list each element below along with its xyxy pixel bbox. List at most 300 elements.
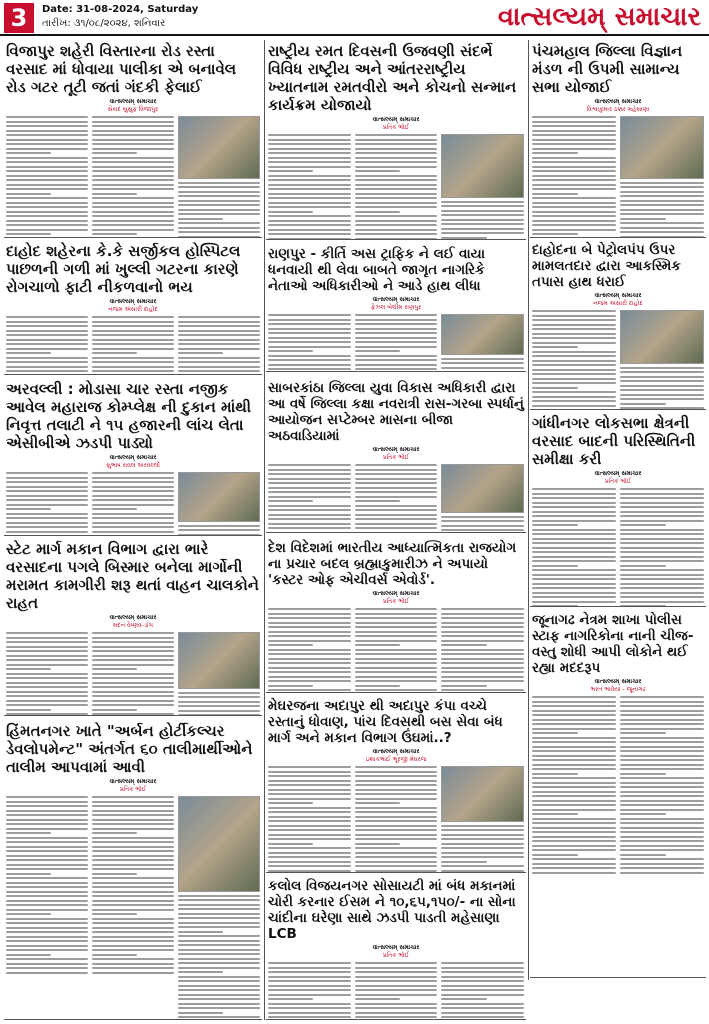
text-line — [92, 486, 174, 488]
text-column — [441, 962, 524, 1020]
article-headline: પંચમહાલ જિલ્લા વિજ્ઞાન મંડળ ની ઉપમી સામાન્ય સભા યોજાઈ — [532, 42, 683, 96]
text-line — [268, 473, 351, 475]
text-line — [532, 148, 616, 150]
text-line — [441, 608, 524, 610]
text-line — [441, 529, 524, 531]
text-line — [355, 802, 400, 804]
text-line — [355, 175, 438, 177]
text-line — [355, 870, 438, 872]
text-line — [441, 1007, 524, 1009]
text-line — [268, 355, 351, 357]
text-line — [268, 816, 351, 818]
text-column — [355, 608, 438, 693]
text-line — [92, 215, 174, 217]
text-line — [620, 741, 704, 743]
text-line — [532, 836, 616, 838]
text-line — [92, 659, 174, 661]
news-photo — [620, 116, 704, 179]
text-line — [6, 197, 88, 199]
text-line — [355, 491, 438, 493]
text-line — [355, 622, 438, 624]
text-line — [6, 814, 88, 816]
text-line — [355, 680, 438, 682]
text-line — [620, 795, 704, 797]
text-line — [268, 1016, 351, 1018]
article-dateline: પ્રતિક ભોઈ — [382, 124, 410, 131]
text-line — [532, 224, 616, 226]
text-line — [355, 148, 438, 150]
text-line — [92, 668, 137, 670]
text-line — [355, 971, 438, 973]
text-line — [355, 640, 438, 642]
text-line — [355, 161, 438, 163]
text-line — [620, 191, 704, 193]
text-line — [178, 998, 260, 1000]
text-line — [268, 193, 351, 195]
text-line — [355, 368, 438, 370]
text-line — [620, 403, 666, 405]
text-line — [92, 837, 174, 839]
text-line — [268, 523, 351, 525]
text-line — [532, 804, 616, 806]
text-line — [620, 605, 666, 607]
text-line — [532, 179, 616, 181]
text-line — [6, 931, 88, 933]
text-line — [6, 211, 88, 213]
text-line — [92, 864, 174, 866]
text-column — [92, 116, 174, 238]
text-line — [441, 980, 524, 982]
text-line — [532, 229, 616, 231]
text-line — [441, 676, 524, 678]
text-line — [620, 737, 704, 739]
text-line — [532, 596, 616, 598]
text-line — [441, 640, 524, 642]
text-line — [178, 940, 260, 942]
text-line — [268, 653, 351, 655]
text-line — [268, 161, 351, 163]
text-line — [92, 504, 174, 506]
text-line — [532, 387, 578, 389]
text-line — [6, 206, 88, 208]
text-line — [532, 551, 616, 553]
article-headline: દેશ વિદેશમાં ભારતીય આધ્યાત્મિકતા રાજયોગ ના પ્રચાર બદલ બ્રહ્માકુમારીઝ ને અપાયો 'કસ્ટર ઓફ એચીવર્સ એવોર્ડ'. — [268, 540, 517, 588]
text-line — [6, 877, 88, 879]
text-line — [355, 838, 438, 840]
text-line — [92, 686, 174, 688]
text-line — [6, 170, 88, 172]
text-line — [532, 497, 616, 499]
text-line — [268, 197, 351, 199]
text-line — [268, 518, 351, 520]
text-line — [620, 728, 704, 730]
article-body — [266, 314, 526, 372]
text-line — [92, 238, 174, 239]
text-line — [532, 233, 578, 235]
article — [266, 538, 526, 693]
text-column — [268, 766, 351, 873]
text-line — [92, 900, 174, 902]
text-line — [355, 626, 438, 628]
text-line — [92, 348, 174, 350]
text-line — [532, 750, 616, 752]
text-line — [355, 323, 438, 325]
text-line — [532, 773, 578, 775]
article — [266, 244, 526, 372]
text-line — [268, 482, 351, 484]
text-line — [92, 945, 174, 947]
text-line — [92, 531, 174, 533]
article-headline: સાબરકાંઠા જિલ્લા યુવા વિકાસ અધિકારી દ્વારા આ વર્ષે જિલ્લા કક્ષા નવરાત્રી રાસ-ગરબા સ્પર્ધાનું આયોજન સપ્ટેમ્બર માસના બીજા અઠવાડિયામાં — [268, 380, 524, 444]
text-line — [532, 605, 578, 607]
text-line — [92, 637, 174, 639]
text-line — [6, 805, 88, 807]
text-line — [178, 1007, 260, 1009]
text-line — [6, 161, 88, 163]
text-line — [178, 236, 260, 238]
text-line — [268, 350, 313, 352]
text-line — [441, 865, 524, 867]
text-line — [6, 945, 88, 947]
text-line — [355, 825, 438, 827]
text-line — [620, 547, 704, 549]
text-line — [532, 506, 616, 508]
news-photo — [178, 472, 260, 522]
text-line — [355, 967, 438, 969]
text-line — [6, 495, 88, 497]
news-photo — [441, 134, 524, 198]
text-line — [441, 976, 524, 978]
text-line — [178, 1012, 223, 1014]
text-line — [178, 994, 260, 996]
text-line — [268, 211, 313, 213]
text-line — [441, 214, 524, 216]
text-line — [268, 622, 351, 624]
text-line — [268, 166, 351, 168]
text-line — [92, 134, 174, 136]
text-line — [268, 644, 313, 646]
article — [266, 40, 526, 240]
article-byline: વાત્સલ્યમ્ સમાચાર — [109, 454, 157, 461]
text-line — [268, 780, 351, 782]
text-line — [355, 355, 438, 357]
text-column — [6, 316, 88, 375]
text-line — [355, 798, 438, 800]
text-column — [620, 488, 704, 607]
text-line — [620, 723, 704, 725]
text-line — [441, 635, 524, 637]
text-line — [268, 509, 351, 511]
article-byline: વાત્સલ્યમ્ સમાચાર — [372, 116, 420, 123]
text-line — [441, 962, 524, 964]
text-line — [92, 695, 174, 697]
text-line — [355, 487, 438, 489]
text-line — [92, 895, 174, 897]
text-line — [355, 478, 438, 480]
text-line — [6, 949, 88, 951]
text-line — [92, 922, 174, 924]
text-line — [620, 533, 704, 535]
text-line — [532, 310, 616, 312]
text-line — [92, 330, 174, 332]
text-line — [178, 339, 260, 341]
text-line — [441, 1012, 524, 1014]
text-line — [178, 357, 260, 359]
text-line — [268, 994, 351, 996]
text-line — [268, 865, 351, 867]
text-line — [6, 972, 88, 974]
article-body — [266, 766, 526, 873]
text-line — [620, 556, 704, 558]
text-column — [620, 696, 704, 874]
text-line — [178, 917, 260, 919]
text-line — [620, 840, 704, 842]
text-line — [532, 809, 616, 811]
text-line — [532, 315, 616, 317]
article-body — [530, 696, 706, 874]
text-column — [92, 632, 174, 716]
text-line — [532, 759, 616, 761]
article-dateline: પ્રતિક ભોઈ — [604, 478, 632, 485]
article-dateline: વિશ્વાકુમાર ઠક્કર મહેસાણા — [586, 106, 650, 113]
text-line — [268, 667, 351, 669]
text-line — [6, 677, 88, 679]
text-line — [532, 215, 616, 217]
text-line — [620, 849, 704, 851]
text-line — [620, 506, 704, 508]
article-dateline: નજમ અંસારી દાહોદ — [108, 306, 158, 313]
text-line — [92, 927, 174, 929]
text-line — [6, 810, 88, 812]
text-line — [355, 865, 438, 867]
text-line — [355, 496, 438, 498]
text-line — [6, 339, 88, 341]
text-line — [268, 617, 351, 619]
text-line — [6, 646, 88, 648]
text-column — [532, 488, 616, 607]
text-line — [620, 809, 704, 811]
text-line — [6, 859, 88, 861]
text-line — [355, 1012, 438, 1014]
text-line — [532, 193, 578, 195]
text-line — [6, 641, 88, 643]
text-line — [355, 820, 438, 822]
text-line — [620, 714, 704, 716]
text-line — [178, 899, 260, 901]
text-column — [178, 472, 260, 536]
text-line — [620, 777, 704, 779]
text-line — [6, 873, 51, 875]
news-photo — [441, 766, 524, 822]
text-line — [620, 497, 704, 499]
text-line — [6, 823, 88, 825]
masthead — [0, 0, 709, 36]
text-line — [355, 852, 438, 854]
text-line — [532, 719, 616, 721]
text-line — [441, 516, 524, 518]
text-line — [441, 994, 524, 996]
text-line — [532, 197, 616, 199]
text-line — [268, 798, 351, 800]
text-line — [532, 202, 616, 204]
text-line — [355, 789, 438, 791]
text-line — [532, 396, 616, 398]
text-line — [178, 953, 260, 955]
text-line — [6, 166, 88, 168]
text-line — [268, 532, 351, 534]
text-line — [355, 188, 438, 190]
text-line — [355, 1016, 438, 1018]
text-line — [6, 918, 88, 920]
text-line — [268, 613, 351, 615]
text-line — [355, 780, 438, 782]
text-line — [92, 472, 174, 474]
text-column — [441, 608, 524, 693]
text-line — [355, 328, 438, 330]
text-line — [268, 337, 351, 339]
text-line — [355, 962, 438, 964]
text-line — [6, 499, 88, 501]
text-line — [178, 534, 260, 536]
text-line — [355, 500, 400, 502]
text-line — [178, 375, 260, 376]
text-line — [532, 409, 616, 410]
text-line — [620, 560, 704, 562]
text-line — [92, 641, 174, 643]
text-line — [6, 700, 88, 702]
text-line — [355, 527, 438, 529]
article — [530, 40, 706, 238]
text-line — [355, 861, 438, 863]
text-line — [92, 940, 174, 942]
text-line — [268, 1012, 351, 1014]
text-line — [92, 202, 174, 204]
text-line — [268, 838, 351, 840]
article-byline: વાત્સલ્યમ્ સમાચાર — [109, 298, 157, 305]
text-line — [532, 324, 616, 326]
text-line — [6, 886, 88, 888]
text-line — [178, 949, 260, 951]
text-line — [92, 850, 174, 852]
text-line — [268, 635, 351, 637]
text-line — [355, 653, 438, 655]
text-line — [355, 532, 438, 534]
text-line — [6, 508, 51, 510]
text-line — [620, 587, 704, 589]
text-line — [92, 197, 174, 199]
text-line — [268, 157, 351, 159]
text-line — [355, 976, 438, 978]
text-line — [441, 622, 524, 624]
text-line — [620, 831, 704, 833]
text-line — [532, 166, 616, 168]
text-line — [268, 233, 351, 235]
text-line — [92, 188, 174, 190]
text-line — [178, 529, 260, 531]
text-line — [355, 193, 438, 195]
text-line — [92, 958, 174, 960]
text-line — [178, 922, 260, 924]
text-line — [620, 574, 704, 576]
article-dateline: પ્રતિક ભોઈ — [382, 454, 410, 461]
text-line — [6, 632, 88, 634]
text-line — [6, 868, 88, 870]
text-line — [6, 954, 51, 956]
text-line — [441, 649, 524, 651]
text-line — [92, 161, 174, 163]
text-line — [441, 371, 524, 372]
text-line — [532, 533, 616, 535]
text-line — [178, 701, 260, 703]
text-line — [532, 854, 578, 856]
text-line — [178, 692, 260, 694]
text-line — [532, 822, 616, 824]
text-line — [92, 904, 174, 906]
text-line — [178, 186, 260, 188]
text-line — [620, 800, 704, 802]
text-line — [268, 870, 351, 872]
text-line — [178, 525, 260, 527]
text-line — [620, 818, 704, 820]
text-line — [441, 971, 524, 973]
text-line — [92, 891, 174, 893]
article-headline: દાહોદ શહેરના કે.કે સર્જીકલ હોસ્પિટલ પાછળની ગળી માં ખુલ્લી ગટરના કારણે રોગચાળો ફાટી નીકળવાનો ભય — [6, 242, 241, 296]
article-headline: ગાંધીનગર લોકસભા ક્ષેત્રની વરસાદ બાદની પરિસ્થિતિની સમીક્ષા કરી — [532, 414, 696, 468]
text-line — [268, 631, 351, 633]
text-line — [6, 855, 88, 857]
article-headline: રાષ્ટ્રીય રમત દિવસની ઉજવણી સંદર્ભે વિવિધ રાષ્ટ્રીય અને આંતરરાષ્ટ્રીય ખ્યાતનામ રમતવીરો અને કોચનો સન્માન કાર્યક્રમ યોજાયો — [268, 42, 517, 114]
text-line — [532, 782, 616, 784]
text-line — [178, 209, 260, 211]
text-line — [532, 337, 616, 339]
news-photo — [178, 116, 260, 179]
text-line — [620, 551, 704, 553]
text-line — [355, 184, 438, 186]
text-line — [532, 569, 616, 571]
text-line — [92, 682, 174, 684]
text-line — [268, 856, 351, 858]
text-line — [355, 337, 438, 339]
article — [4, 720, 262, 1020]
text-line — [6, 850, 88, 852]
text-line — [620, 705, 704, 707]
text-line — [6, 668, 51, 670]
text-column — [268, 314, 351, 372]
text-line — [532, 184, 616, 186]
text-line — [92, 931, 174, 933]
text-line — [178, 931, 223, 933]
text-line — [532, 840, 616, 842]
text-line — [441, 232, 524, 234]
text-line — [441, 838, 524, 840]
text-line — [178, 976, 260, 978]
article-byline: વાત્સલ્યમ્ સમાચાર — [372, 944, 420, 951]
text-line — [355, 685, 400, 687]
text-line — [268, 775, 351, 777]
text-line — [355, 807, 438, 809]
text-line — [532, 701, 616, 703]
text-line — [6, 522, 88, 524]
text-line — [92, 954, 137, 956]
text-line — [620, 845, 704, 847]
text-line — [92, 859, 174, 861]
text-line — [92, 632, 174, 634]
text-line — [532, 872, 616, 874]
text-line — [620, 710, 704, 712]
text-line — [441, 367, 524, 369]
text-line — [178, 334, 260, 336]
text-line — [620, 398, 704, 400]
